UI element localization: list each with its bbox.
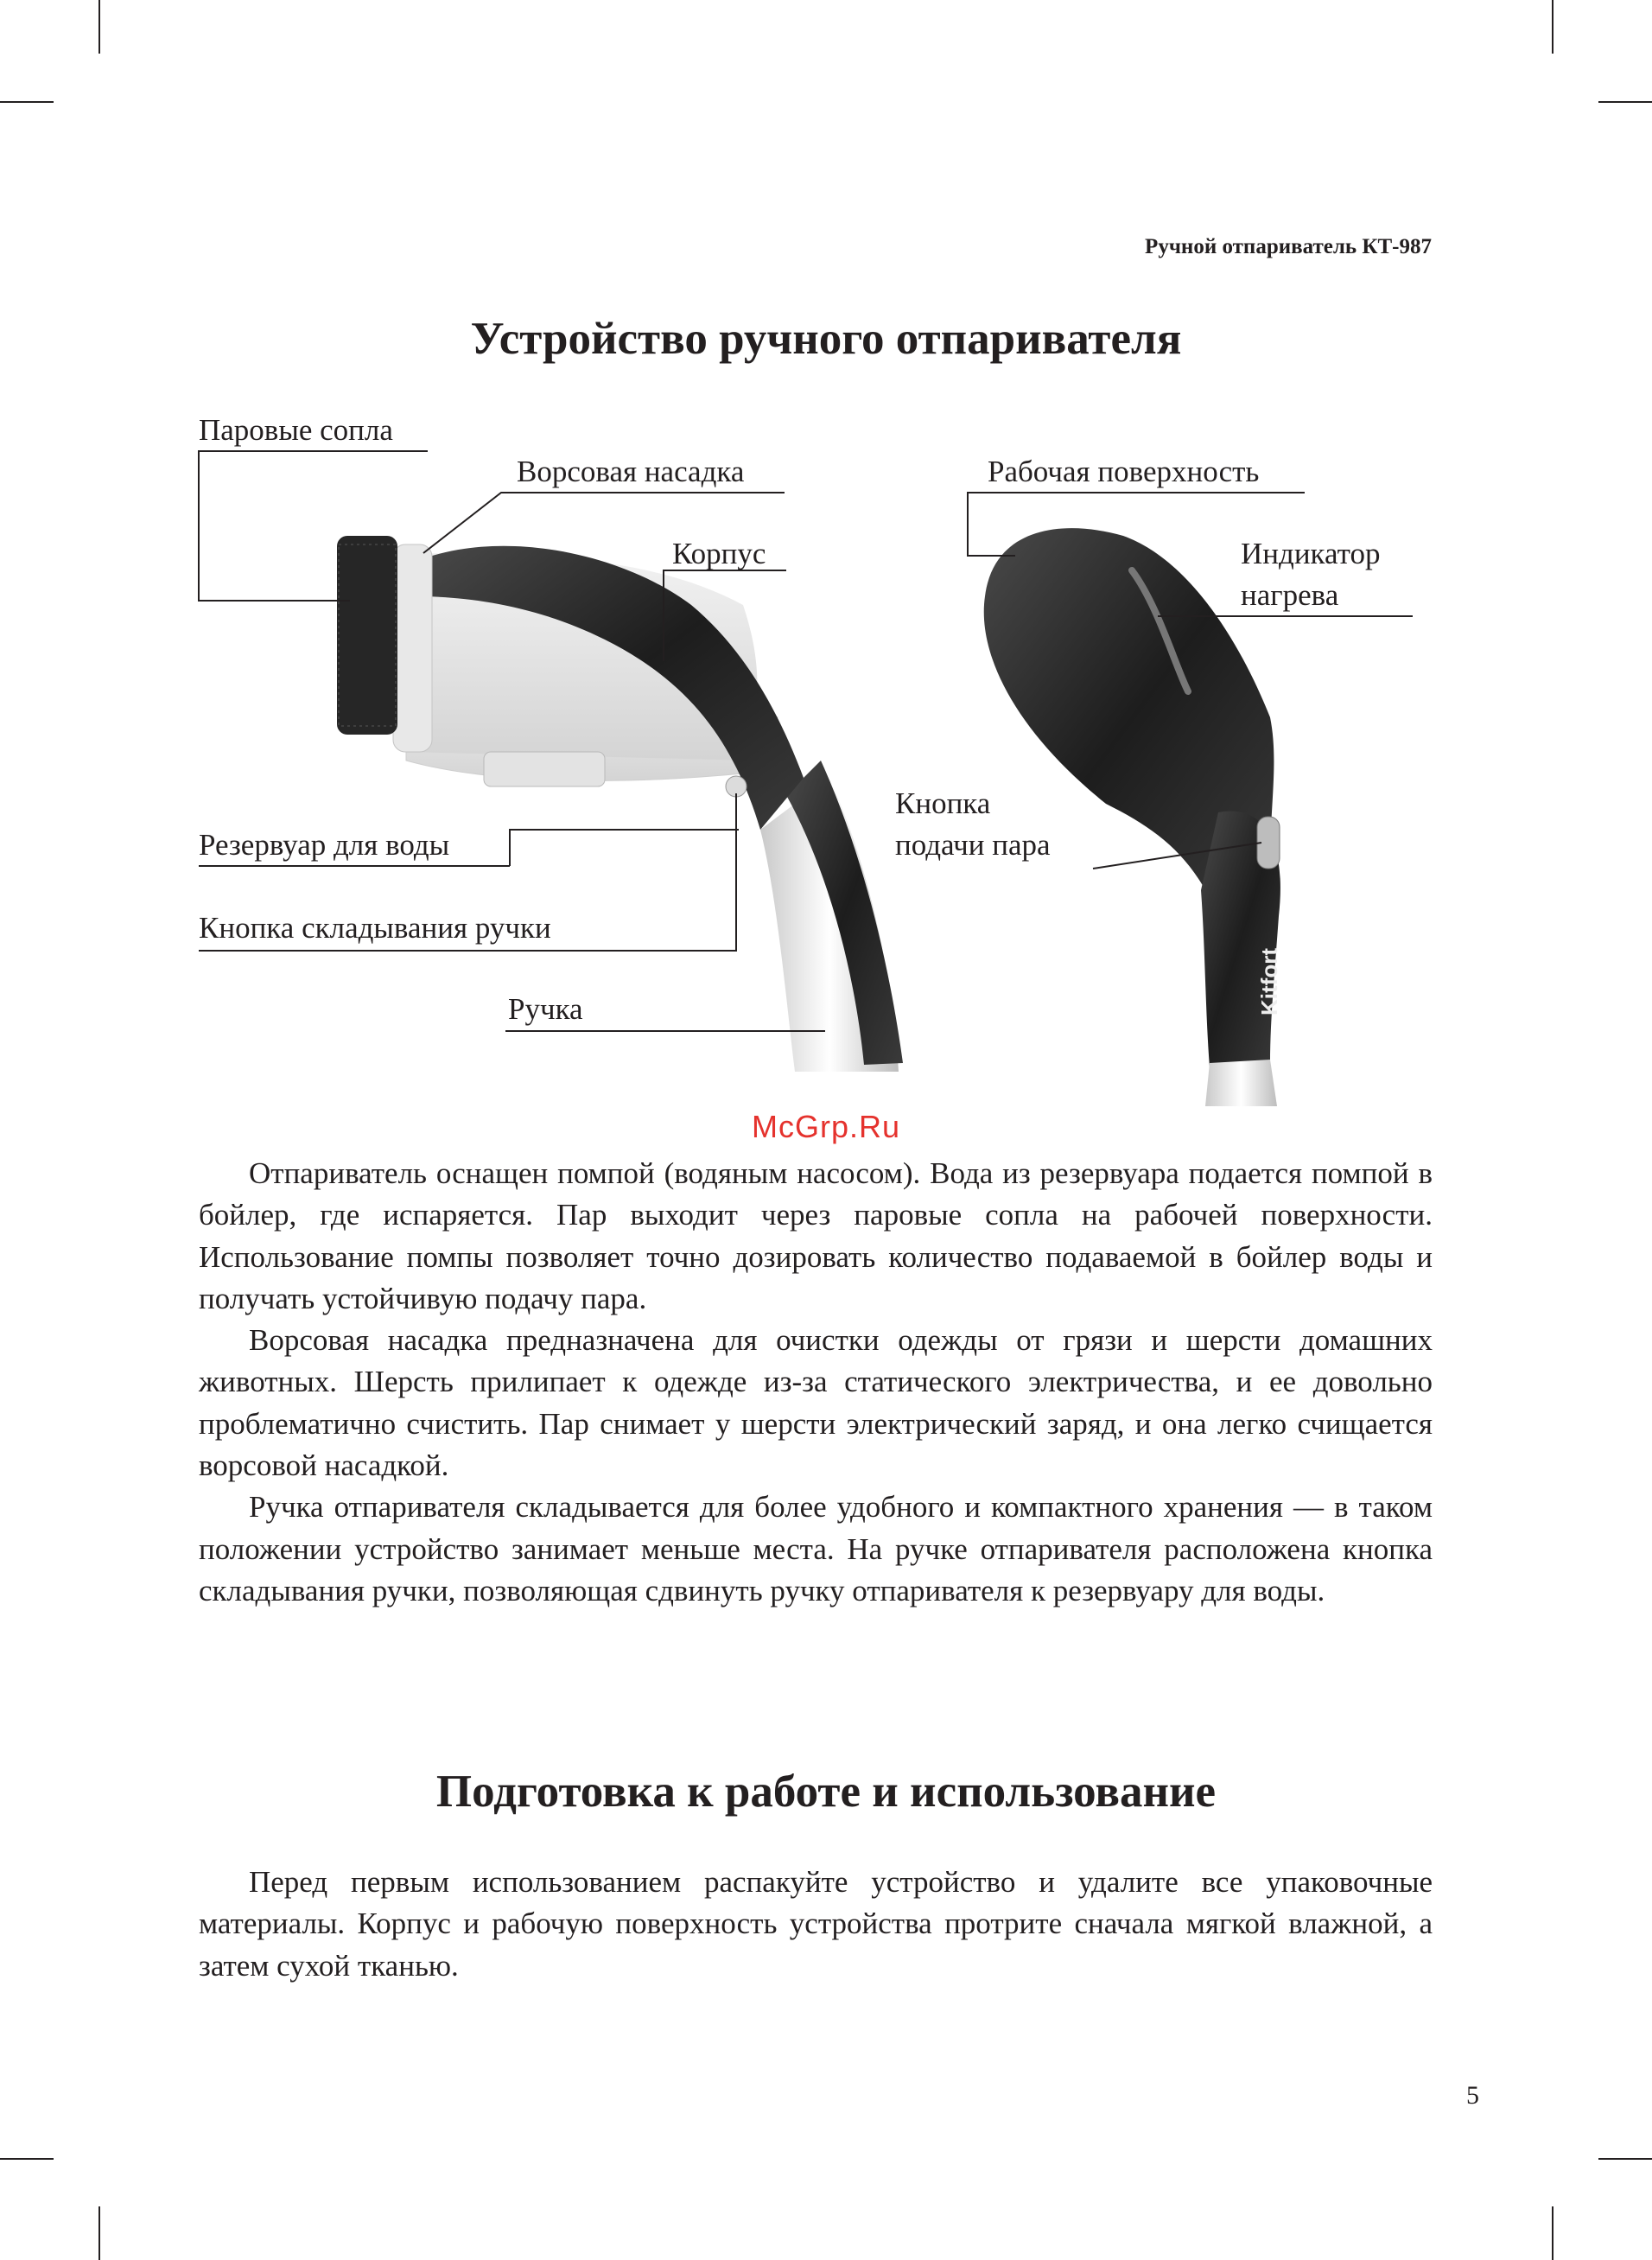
crop-mark <box>0 2158 54 2160</box>
brush-bristles <box>337 536 397 735</box>
label-water-tank: Резервуар для воды <box>199 828 450 862</box>
label-heat-indicator-2: нагрева <box>1241 578 1339 612</box>
kitfort-logo: Kitfort <box>1256 948 1282 1015</box>
running-header: Ручной отпариватель КТ-987 <box>1145 235 1432 258</box>
front-handle-tip <box>1205 1060 1277 1106</box>
label-working-surface: Рабочая поверхность <box>988 455 1260 488</box>
label-body: Корпус <box>672 537 766 570</box>
steamer-side-view <box>337 536 903 1072</box>
crop-mark <box>98 2206 100 2260</box>
label-steam-button-2: подачи пара <box>895 828 1051 862</box>
label-steam-button-1: Кнопка <box>895 786 991 820</box>
page-number: 5 <box>1466 2081 1479 2110</box>
label-handle: Ручка <box>508 992 583 1026</box>
paragraph: Отпариватель оснащен помпой (водяным насосом). Вода из резервуара подается помпой в бойлер, где испаряется. Пар выходит через паровые сопла на рабочей поверхности. Использование помпы позволяет точно дозировать количество подаваемой в бойлер воды и получать устойчивую подачу пара. <box>199 1156 1433 1315</box>
section2-body <box>199 1862 1433 1987</box>
crop-mark <box>1552 2206 1554 2260</box>
paragraph: Ворсовая насадка предназначена для очистки одежды от грязи и шерсти домашних животных. Шерсть прилипает к одежде из-за статического электричества, и ее довольно проблематично счистить. Пар снимает у шерсти электрический заряд, и она легко счищается ворсовой насадкой. <box>199 1323 1433 1483</box>
paragraph: Ручка отпаривателя складывается для более удобного и компактного хранения — в таком положении устройство занимает меньше места. На ручке отпаривателя расположена кнопка складывания ручки, позволяющая сдвинуть ручку отпаривателя к резервуару для воды. <box>199 1490 1433 1607</box>
tank-window <box>484 752 605 786</box>
label-steam-nozzles: Паровые сопла <box>199 413 393 447</box>
label-brush-attachment: Ворсовая насадка <box>517 455 745 488</box>
paragraph: Перед первым использованием распакуйте устройство и удалите все упаковочные материалы. Корпус и рабочую поверхность устройства протрите сначала мягкой влажной, а затем сухой тканью. <box>199 1865 1433 1983</box>
brush-ring <box>393 544 432 752</box>
label-heat-indicator-1: Индикатор <box>1241 537 1381 570</box>
crop-mark <box>1598 2158 1652 2160</box>
watermark: McGrp.Ru <box>751 1109 901 1144</box>
section-title-preparation: Подготовка к работе и использование <box>435 1767 1217 1817</box>
steamer-front-view <box>984 528 1282 1106</box>
section1-body <box>199 1153 1433 1612</box>
section-title-device: Устройство ручного отпаривателя <box>470 314 1182 364</box>
label-fold-button: Кнопка складывания ручки <box>199 911 551 945</box>
